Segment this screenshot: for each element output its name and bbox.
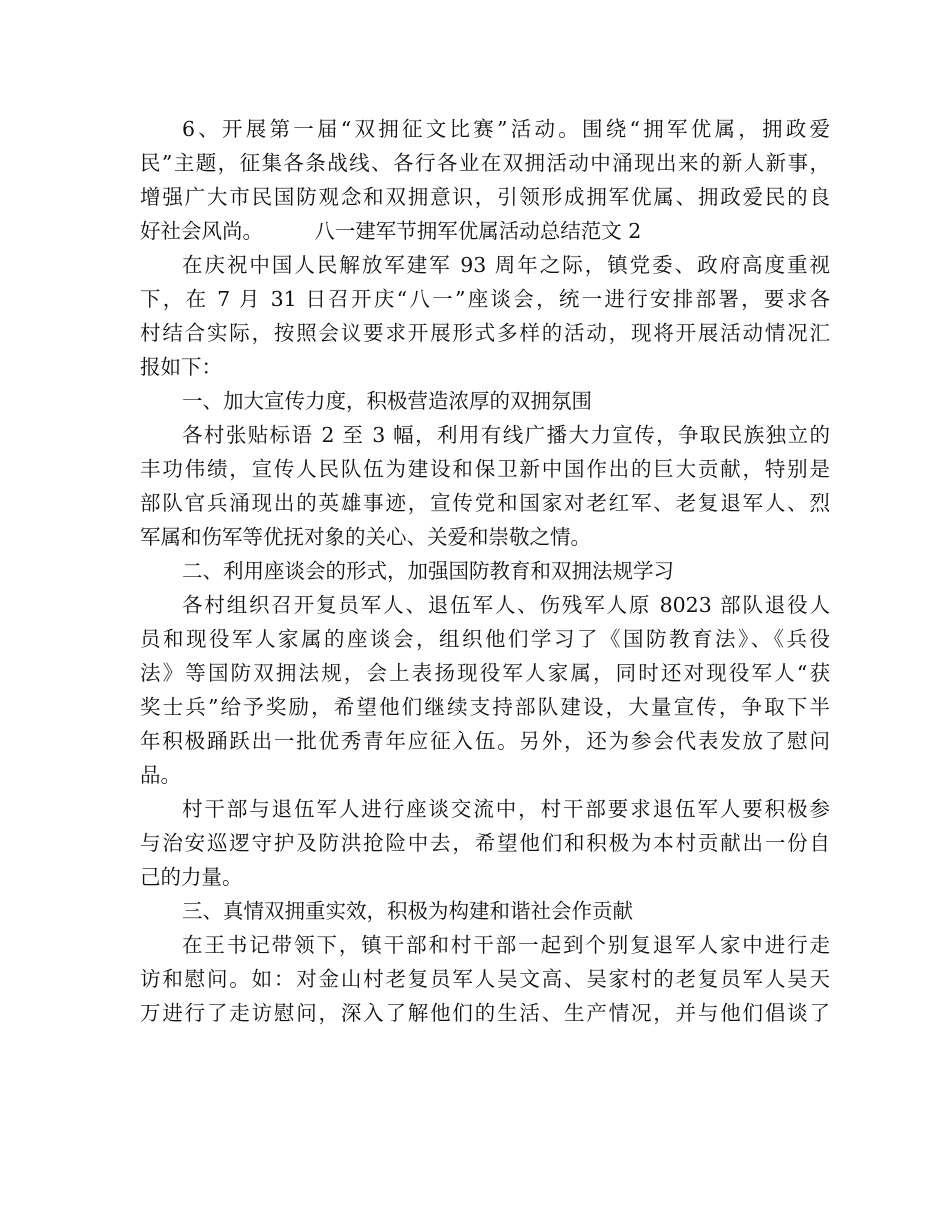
text-line: 增强广大市民国防观念和双拥意识，引领形成拥军优属、拥政爱民的良 bbox=[140, 185, 830, 209]
text-line: 一、加大宣传力度，积极营造浓厚的双拥氛围 bbox=[182, 389, 592, 413]
text-line: 报如下： bbox=[140, 355, 222, 379]
text-line: 6、开展第一届“双拥征文比赛”活动。围绕“拥军优属，拥政爱 bbox=[182, 117, 830, 141]
text-line: 法》等国防双拥法规，会上表扬现役军人家属，同时还对现役军人“获 bbox=[140, 661, 830, 685]
text-line: 三、真情双拥重实效，积极为构建和谐社会作贡献 bbox=[182, 899, 633, 923]
text-line: 军属和伤军等优抚对象的关心、关爱和崇敬之情。 bbox=[140, 525, 591, 549]
text-line: 好社会风尚。 八一建军节拥军优属活动总结范文 2 bbox=[140, 219, 642, 243]
text-line: 奖士兵”给予奖励，希望他们继续支持部队建设，大量宣传，争取下半 bbox=[140, 695, 830, 719]
text-line: 部队官兵涌现出的英雄事迹，宣传党和国家对老红军、老复退军人、烈 bbox=[140, 491, 830, 515]
text-line: 二、利用座谈会的形式，加强国防教育和双拥法规学习 bbox=[182, 559, 674, 583]
document-body bbox=[140, 112, 830, 1030]
text-line: 与治安巡逻守护及防洪抢险中去，希望他们和积极为本村贡献出一份自 bbox=[140, 831, 830, 855]
text-line: 村结合实际，按照会议要求开展形式多样的活动，现将开展活动情况汇 bbox=[140, 321, 830, 345]
text-line: 民”主题，征集各条战线、各行各业在双拥活动中涌现出来的新人新事， bbox=[140, 151, 830, 175]
text-line: 万进行了走访慰问，深入了解他们的生活、生产情况，并与他们倡谈了 bbox=[140, 1001, 830, 1025]
text-line: 各村组织召开复员军人、退伍军人、伤残军人原 8023 部队退役人 bbox=[182, 593, 830, 617]
text-line: 在王书记带领下，镇干部和村干部一起到个别复退军人家中进行走 bbox=[182, 933, 830, 957]
text-line: 丰功伟绩，宣传人民队伍为建设和保卫新中国作出的巨大贡献，特别是 bbox=[140, 457, 830, 481]
text-line: 访和慰问。如：对金山村老复员军人吴文高、吴家村的老复员军人吴天 bbox=[140, 967, 830, 991]
text-line: 在庆祝中国人民解放军建军 93 周年之际，镇党委、政府高度重视 bbox=[182, 253, 830, 277]
text-line: 年积极踊跃出一批优秀青年应征入伍。另外，还为参会代表发放了慰问 bbox=[140, 729, 830, 753]
text-line: 员和现役军人家属的座谈会，组织他们学习了《国防教育法》、《兵役 bbox=[140, 627, 830, 651]
text-line: 己的力量。 bbox=[140, 865, 243, 889]
text-line: 品。 bbox=[140, 763, 181, 787]
text-line: 村干部与退伍军人进行座谈交流中，村干部要求退伍军人要积极参 bbox=[182, 797, 830, 821]
text-line: 下，在 7 月 31 日召开庆“八一”座谈会，统一进行安排部署，要求各 bbox=[140, 287, 830, 311]
text-line: 各村张贴标语 2 至 3 幅，利用有线广播大力宣传，争取民族独立的 bbox=[182, 423, 830, 447]
